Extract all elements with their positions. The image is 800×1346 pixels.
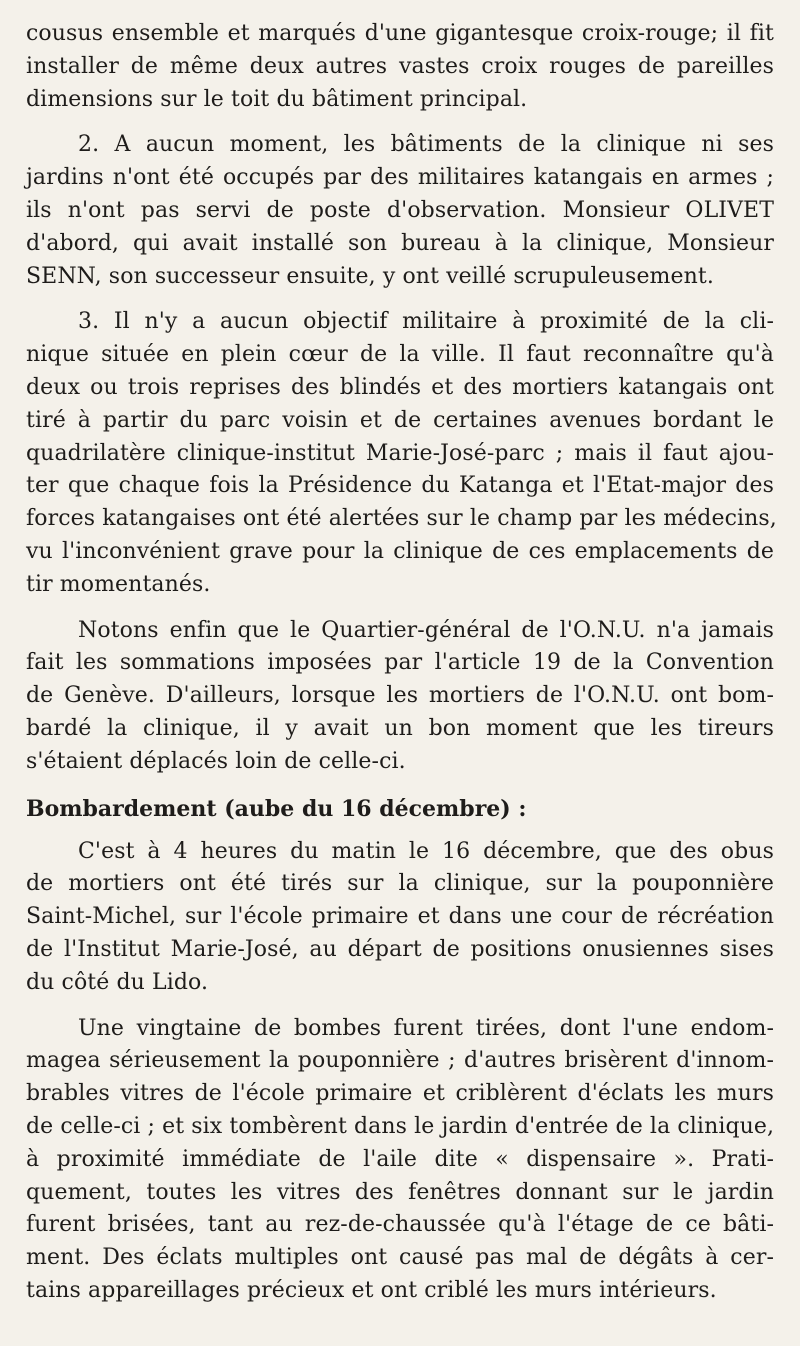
text-line: magea sérieusement la pouponnière ; d'autres brisèrent d'innom- [26,1048,774,1074]
section-heading: Bombardement (aube du 16 décembre) : [26,795,527,822]
text-line: à proximité immédiate de l'aile dite « dispensaire ». Prati- [26,1146,774,1172]
text-line: quadrilatère clinique-institut Marie-José-parc ; mais il faut ajou- [26,440,774,466]
text-line: de l'Institut Marie-José, au départ de positions onusiennes sises [26,936,774,962]
text-line: fait les sommations imposées par l'article 19 de la Convention [26,650,774,676]
text-line: tir momentanés. [26,571,211,597]
text-line: brables vitres de l'école primaire et criblèrent d'éclats les murs [26,1081,774,1107]
text-line: ter que chaque fois la Présidence du Katanga et l'Etat-major des [26,473,774,499]
text-section-before-heading [26,18,777,779]
text-line: Saint-Michel, sur l'école primaire et dans une cour de récréation [26,904,774,930]
text-line: ment. Des éclats multiples ont causé pas mal de dégâts à cer- [26,1245,774,1271]
text-line: jardins n'ont été occupés par des militaires katangais en armes ; [26,165,774,191]
text-line: cousus ensemble et marqués d'une gigantesque croix-rouge; il fit [26,21,774,46]
text-section-after-heading [26,836,774,1308]
text-line: de celle-ci ; et six tombèrent dans le jardin d'entrée de la clinique, [26,1113,775,1139]
text-line: de mortiers ont été tirés sur la clinique, sur la pouponnière [26,871,774,897]
paragraph [26,129,774,293]
text-line: 3. Il n'y a aucun objectif militaire à proximité de la cli- [78,309,774,335]
text-line: deux ou trois reprises des blindés et des mortiers katangais ont [26,374,774,400]
text-line: Une vingtaine de bombes furent tirées, dont l'une endom- [78,1015,774,1041]
text-line: dimensions sur le toit du bâtiment principal. [26,86,528,112]
text-line: Notons enfin que le Quartier-général de l'O.N.U. n'a jamais [78,617,774,643]
text-line: vu l'inconvénient grave pour la clinique de ces emplacements de [26,538,774,564]
paragraph [26,615,774,779]
text-line: SENN, son successeur ensuite, y ont veillé scrupuleusement. [26,263,714,289]
text-line: du côté du Lido. [26,969,209,995]
text-line: C'est à 4 heures du matin le 16 décembre, que des obus [78,838,774,864]
text-line: quement, toutes les vitres des fenêtres donnant sur le jardin [26,1179,774,1205]
text-line: s'étaient déplacés loin de celle-ci. [26,748,406,774]
text-line: installer de même deux autres vastes croix rouges de pareilles [26,53,774,79]
text-line: d'abord, qui avait installé son bureau à la clinique, Monsieur [26,230,774,256]
text-line: furent brisées, tant au rez-de-chaussée qu'à l'étage de ce bâti- [26,1212,774,1238]
text-line: tiré à partir du parc voisin et de certaines avenues bordant le [26,407,774,433]
text-line: bardé la clinique, il y avait un bon moment que les tireurs [26,715,774,741]
text-line: tains appareillages précieux et ont criblé les murs intérieurs. [26,1277,717,1303]
paragraph [26,18,774,116]
text-line: nique située en plein cœur de la ville. Il faut reconnaître qu'à [26,342,774,368]
paragraph [26,836,774,1000]
text-line: de Genève. D'ailleurs, lorsque les mortiers de l'O.N.U. ont bom- [26,683,774,709]
text-line: ils n'ont pas servi de poste d'observation. Monsieur OLIVET [26,197,774,223]
text-line: 2. A aucun moment, les bâtiments de la clinique ni ses [78,132,774,158]
paragraph [26,1013,774,1308]
paragraph [26,306,777,601]
text-line: forces katangaises ont été alertées sur le champ par les médecins, [26,506,777,532]
